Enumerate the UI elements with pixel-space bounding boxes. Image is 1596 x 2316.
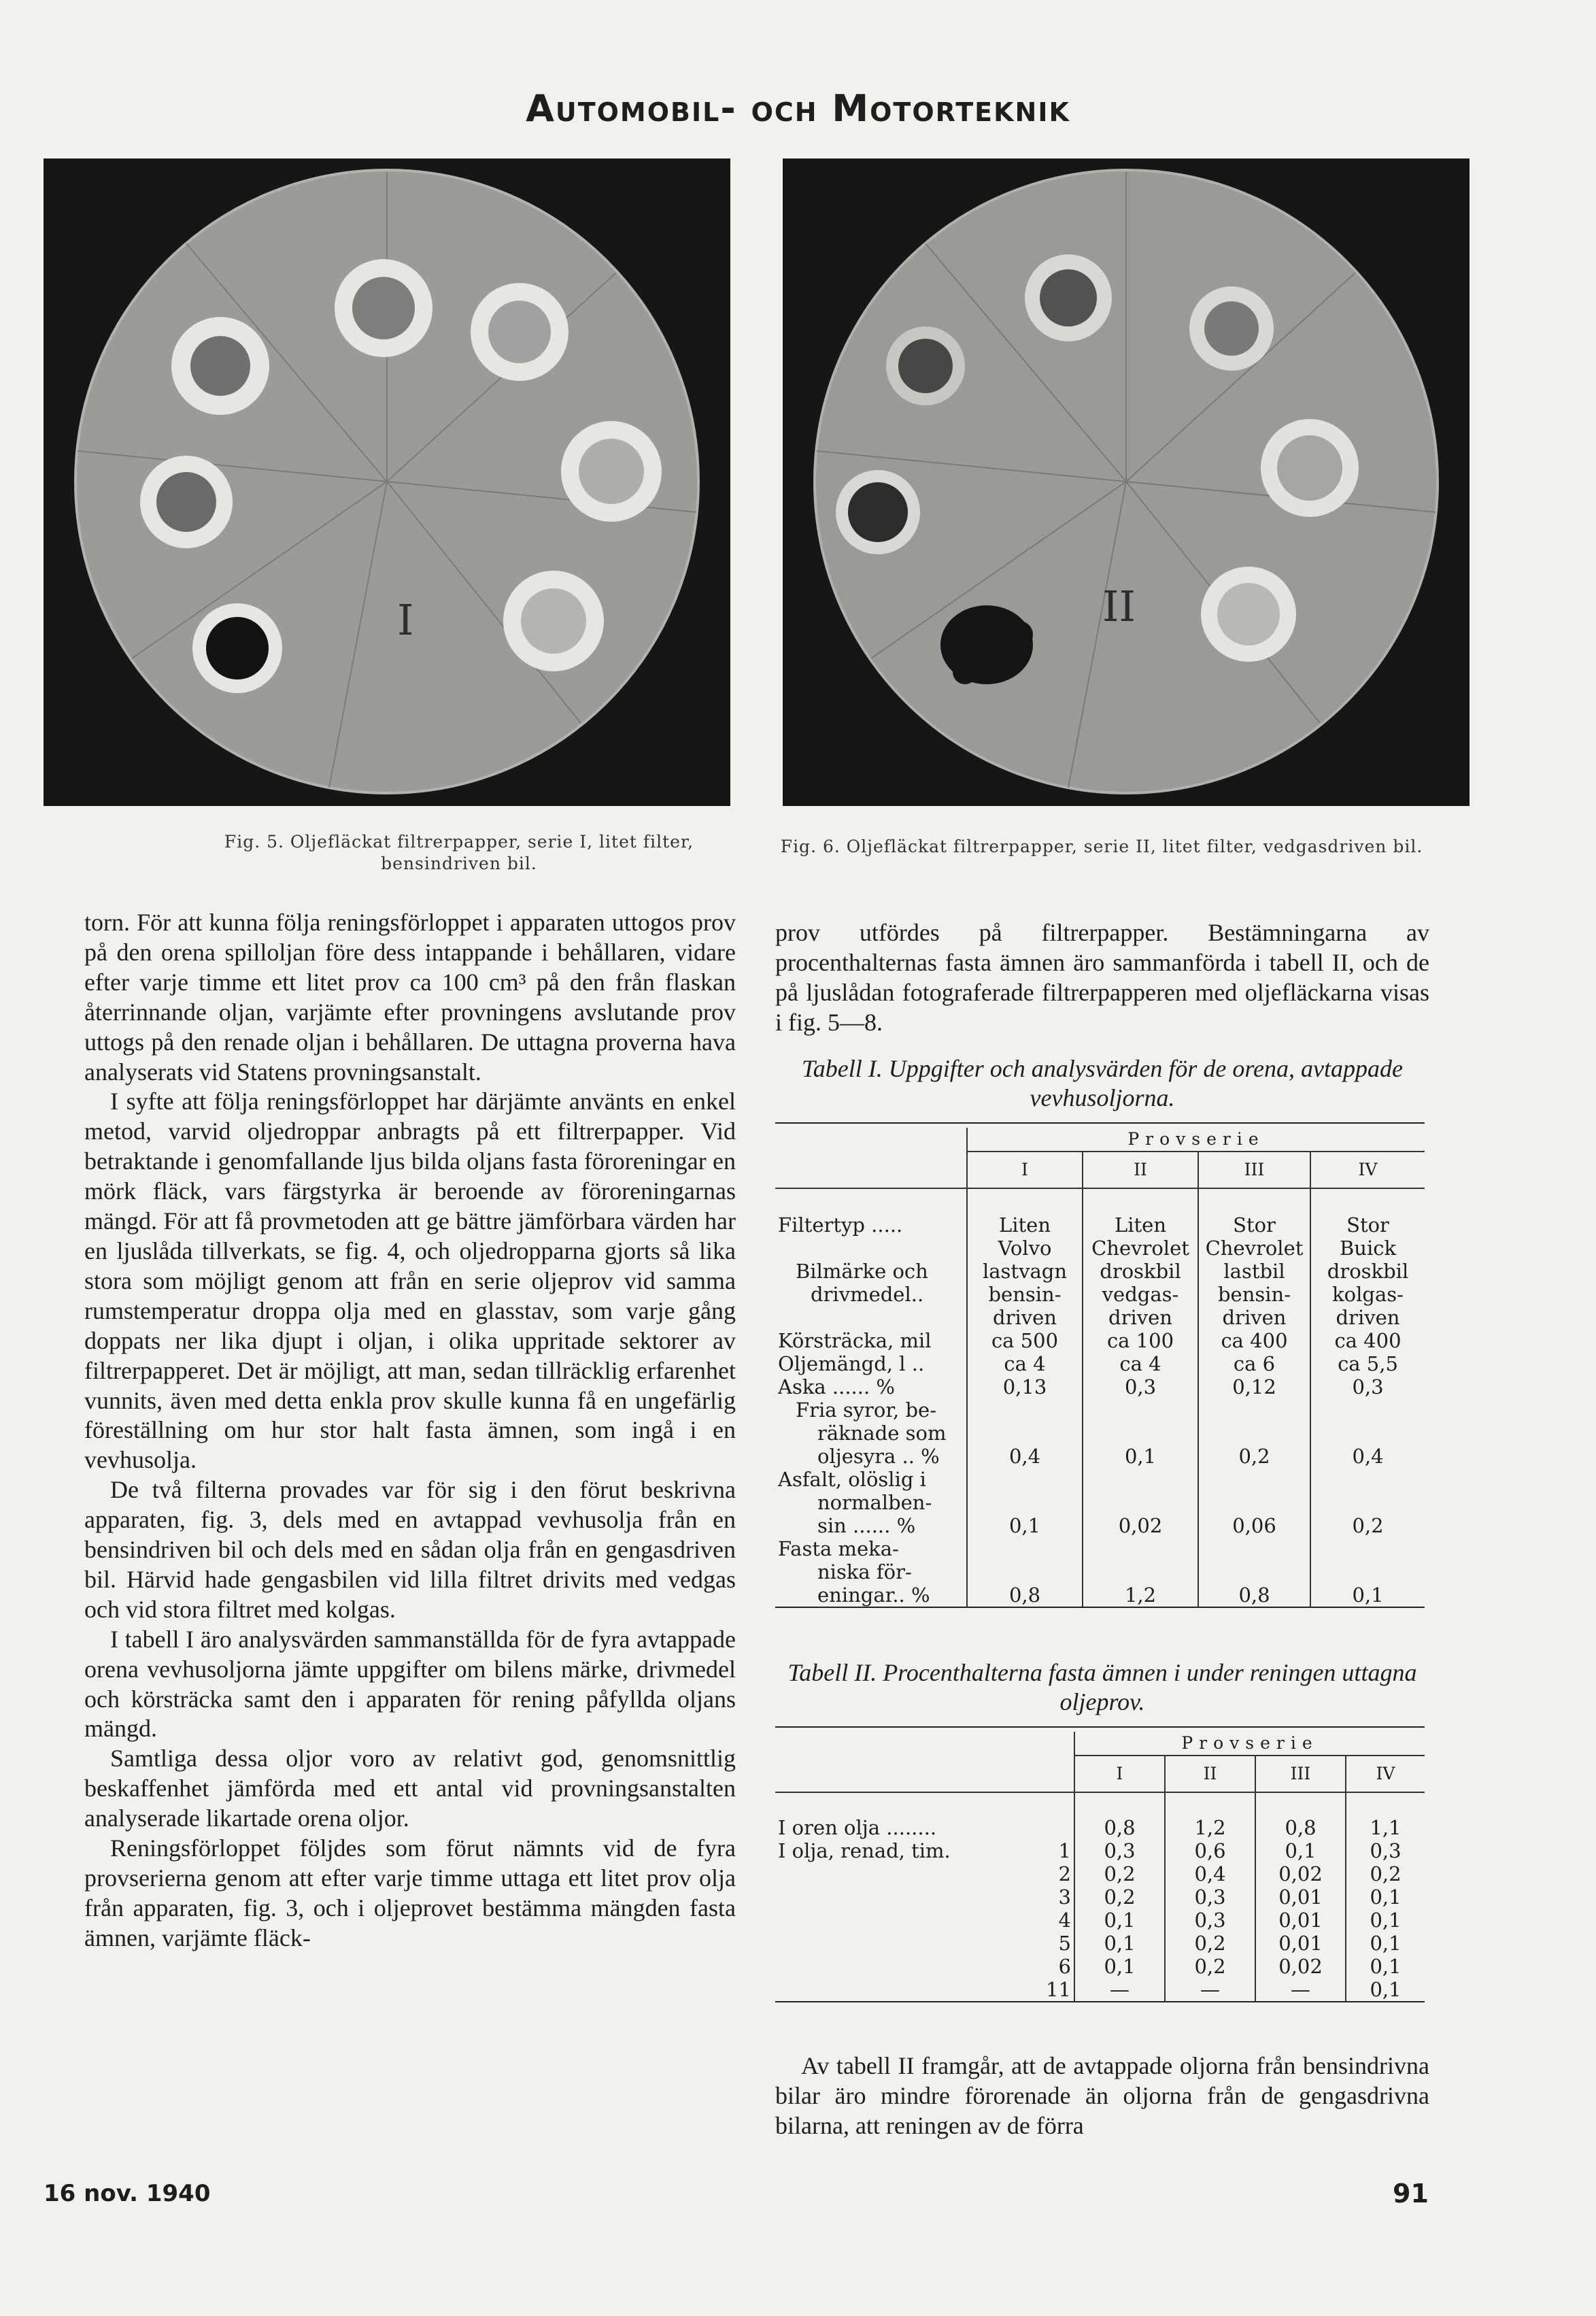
row-hour: 6 [1040, 1955, 1074, 1978]
figure-6-photo [783, 158, 1470, 806]
table-cell: Liten [967, 1213, 1083, 1237]
row-label: I olja, renad, tim. [778, 1839, 951, 1862]
table-cell: 0,2 [1165, 1955, 1255, 1978]
table-1 [775, 1122, 1425, 1608]
row-label: räknade som [775, 1422, 967, 1445]
row-hour: 4 [1040, 1909, 1074, 1932]
table-row [775, 1398, 1425, 1422]
table-row [775, 1955, 1425, 1978]
table-cell: 0,2 [1370, 1862, 1402, 1885]
table-1-group-header: Provserie [967, 1128, 1425, 1152]
table-row [775, 1468, 1425, 1491]
table-cell: Stor [1198, 1213, 1310, 1237]
table-cell: driven [1336, 1306, 1400, 1329]
row-label [775, 1978, 1040, 2001]
row-label: oljesyra .. % [775, 1445, 967, 1468]
table-cell: 0,3 [1352, 1375, 1384, 1398]
table-cell: 0,4 [1165, 1862, 1255, 1885]
table-cell: ca 400 [1198, 1329, 1310, 1352]
row-label [775, 1932, 1040, 1955]
row-hour: 2 [1040, 1862, 1074, 1885]
table-cell: 0,02 [1255, 1955, 1346, 1978]
table-cell: 0,1 [1074, 1932, 1165, 1955]
table-cell: lastbil [1198, 1260, 1310, 1283]
table-cell: 0,06 [1198, 1514, 1310, 1537]
paragraph: Reningsförloppet följdes som förut nämnts vid de fyra provserierna genom att efter varje timme uttaga ett litet prov olja från apparaten, fig. 3, och i oljeprovet bestämma mängden fasta ämnen, varjämte fläck- [84, 1834, 736, 1951]
table-cell: 0,1 [1255, 1839, 1346, 1862]
table-cell: 0,8 [1255, 1816, 1346, 1839]
row-label [775, 1862, 1040, 1885]
page-number: 91 [1393, 2179, 1429, 2209]
table-cell: 0,8 [1074, 1816, 1165, 1839]
paragraph: prov utfördes på filtrerpapper. Bestämningarna av procenthalternas fasta ämnen äro sammanförda i tabell II, och de på ljuslådan fotograferade filtrerpapperen med oljefläckarna visas i fig. 5—8. [775, 919, 1429, 1036]
table-cell: 0,8 [967, 1583, 1083, 1607]
row-label: Fasta meka- [775, 1537, 967, 1560]
footer-date: 16 nov. 1940 [44, 2180, 211, 2207]
table-cell: 0,3 [1370, 1839, 1402, 1862]
table-cell: 0,1 [1352, 1583, 1384, 1607]
row-label: normalben- [775, 1491, 967, 1514]
paragraph: De två filterna provades var för sig i den förut beskrivna apparaten, fig. 3, dels med en avtappad vevhusolja från en bensindriven bil och dels med en sådan olja från en gengasdriven bil. Härvid hade gengasbilen vid lilla filtret drivits med vedgas och vid stora filtret med kolgas. [84, 1476, 736, 1623]
table-cell: driven [1083, 1306, 1198, 1329]
table-cell: Stor [1346, 1213, 1389, 1237]
table-cell: 0,1 [1370, 1932, 1402, 1955]
table-row [775, 1583, 1425, 1607]
table-1-col-header: I [967, 1152, 1083, 1188]
table-row [775, 1862, 1425, 1885]
table-cell: 0,13 [967, 1375, 1083, 1398]
table-cell: Chevrolet [1083, 1237, 1198, 1260]
figure-6-caption: Fig. 6. Oljefläckat filtrerpapper, serie II, litet filter, vedgasdriven bil. [780, 837, 1423, 856]
table-row [775, 1537, 1425, 1560]
table-2-group-header: Provserie [1074, 1732, 1425, 1756]
row-label: I oren olja ........ [778, 1816, 937, 1839]
table-cell: 0,2 [1165, 1932, 1255, 1955]
filter-paper-i-image [44, 158, 730, 806]
table-cell: 0,01 [1255, 1909, 1346, 1932]
table-cell: 1,1 [1370, 1816, 1402, 1839]
table-cell: 0,1 [1370, 1955, 1402, 1978]
row-hour: 5 [1040, 1932, 1074, 1955]
table-row [775, 1260, 1425, 1283]
table-cell: 0,02 [1083, 1514, 1198, 1537]
table-cell: 0,1 [1370, 1885, 1402, 1909]
table-cell: 0,2 [1074, 1885, 1165, 1909]
table-cell: 0,3 [1074, 1839, 1165, 1862]
table-cell: 0,1 [1074, 1955, 1165, 1978]
table-cell: vedgas- [1083, 1283, 1198, 1306]
right-column-intro [775, 918, 1429, 1038]
table-cell: ca 6 [1198, 1352, 1310, 1375]
row-label: Bilmärke och [775, 1260, 967, 1283]
table-row [775, 1422, 1425, 1445]
row-label: Aska ...... % [775, 1375, 967, 1398]
table-2-col-header: II [1165, 1756, 1255, 1792]
table-cell: 0,01 [1255, 1932, 1346, 1955]
table-cell: droskbil [1327, 1260, 1409, 1283]
table-row [775, 1816, 1425, 1839]
table-cell: 0,1 [1370, 1909, 1402, 1932]
table-row [775, 1283, 1425, 1306]
table-cell: 1,2 [1083, 1583, 1198, 1607]
row-label: Oljemängd, l .. [775, 1352, 967, 1375]
table-cell: 0,01 [1255, 1885, 1346, 1909]
figure-5-caption: Fig. 5. Oljefläckat filtrerpapper, serie I, litet filter, bensindriven bil. [224, 832, 694, 873]
table-2-col-header: IV [1346, 1756, 1425, 1792]
table-1-caption: Tabell I. Uppgifter och analysvärden för de orena, avtappade vevhusoljorna. [802, 1055, 1403, 1111]
table-cell: droskbil [1083, 1260, 1198, 1283]
table-cell: 0,1 [1370, 1978, 1402, 2001]
table-row [775, 1491, 1425, 1514]
table-row [775, 1329, 1425, 1352]
table-cell: 0,6 [1165, 1839, 1255, 1862]
table-cell: — [1165, 1978, 1255, 2001]
table-cell: 0,12 [1198, 1375, 1310, 1398]
table-2-col-header: III [1255, 1756, 1346, 1792]
row-hour: 3 [1040, 1885, 1074, 1909]
row-label: Körsträcka, mil [775, 1329, 967, 1352]
table-2-caption: Tabell II. Procenthalterna fasta ämnen i under reningen uttagna oljeprov. [787, 1659, 1417, 1715]
table-cell: ca 400 [1334, 1329, 1402, 1352]
table-1-col-header: II [1083, 1152, 1198, 1188]
table-cell: ca 100 [1083, 1329, 1198, 1352]
table-cell: driven [1198, 1306, 1310, 1329]
table-cell: ca 4 [1083, 1352, 1198, 1375]
table-row [775, 1839, 1425, 1862]
table-cell: 0,4 [967, 1445, 1083, 1468]
table-row [775, 1237, 1425, 1260]
paragraph: torn. För att kunna följa reningsförloppet i apparaten uttogos prov på den orena spilloljan före dess intappande i behållaren, vidare efter varje timme ett litet prov ca 100 cm³ på den från flaskan återrinnande oljan, varjämte efter provningens avslutande prov uttogs på den renade oljan i behållaren. De uttagna proverna hava analyserats vid Statens provningsanstalt. [84, 909, 736, 1086]
table-cell: ca 4 [967, 1352, 1083, 1375]
table-cell: kolgas- [1332, 1283, 1404, 1306]
table-cell: lastvagn [967, 1260, 1083, 1283]
table-cell: 0,2 [1198, 1445, 1310, 1468]
table-cell: Chevrolet [1198, 1237, 1310, 1260]
row-hour [1040, 1816, 1074, 1839]
table-2-col-header: I [1074, 1756, 1165, 1792]
table-cell: 0,3 [1165, 1909, 1255, 1932]
table-cell: — [1074, 1978, 1165, 2001]
table-cell: 0,02 [1255, 1862, 1346, 1885]
table-cell: 0,1 [1074, 1909, 1165, 1932]
table-cell: 1,2 [1165, 1816, 1255, 1839]
paragraph: Samtliga dessa oljor voro av relativt god, genomsnittlig beskaffenhet jämförda med ett antal vid provningsanstalten analyserade likartade orena oljor. [84, 1745, 736, 1832]
table-row [775, 1306, 1425, 1329]
table-row [775, 1932, 1425, 1955]
table-cell: — [1255, 1978, 1346, 2001]
table-cell: 0,4 [1352, 1445, 1384, 1468]
table-1-col-header: IV [1310, 1152, 1425, 1188]
figure-5-roman-label: I [397, 595, 414, 645]
row-label: niska för- [775, 1560, 967, 1583]
left-column-text [84, 908, 736, 1953]
table-cell: ca 500 [967, 1329, 1083, 1352]
table-cell: 0,2 [1352, 1514, 1384, 1537]
paragraph: I syfte att följa reningsförloppet har därjämte använts en enkel metod, varvid oljedroppar anbragts på ett filtrerpapper. Vid betraktande i genomfallande ljus bilda oljans fasta föroreningar en mörk fläck, vars färgstyrka är beroende av föroreningarnas mängd. För att få provmetoden att ge bättre jämförbara värden har en ljuslåda tillverkats, se fig. 4, och oljedropparna gjorts så lika stora som möjligt genom att från en serie oljeprov vid samma rumstemperatur droppa olja med en glasstav, som varje gång doppats ner lika djupt i oljan, i olika uppritade sektorer av filtrerpapperet. Det är möjligt, att man, sedan tillräcklig erfarenhet vunnits, även med detta enkla prov skulle kunna få en ungefärlig föreställning om hur stor halt fasta ämnen, som ingå i en vevhusolja. [84, 1088, 736, 1474]
row-label: eningar.. % [775, 1583, 967, 1607]
table-row [775, 1978, 1425, 2001]
figure-5-photo [44, 158, 730, 806]
table-cell: 0,1 [967, 1514, 1083, 1537]
table-row [775, 1909, 1425, 1932]
table-1-col-header: III [1198, 1152, 1310, 1188]
table-cell: Volvo [967, 1237, 1083, 1260]
row-label [775, 1909, 1040, 1932]
table-row [775, 1213, 1425, 1237]
filter-paper-ii-image [783, 158, 1470, 806]
row-label: Filtertyp ..... [775, 1213, 967, 1237]
table-row [775, 1885, 1425, 1909]
table-cell: Liten [1083, 1213, 1198, 1237]
paragraph: Av tabell II framgår, att de avtappade oljorna från bensindrivna bilar äro mindre förorenade än oljorna från de gengasdrivna bilarna, att reningen av de förra [775, 2052, 1429, 2139]
table-cell: driven [967, 1306, 1083, 1329]
table-cell: Buick [1339, 1237, 1397, 1260]
row-label: Asfalt, olöslig i [775, 1468, 967, 1491]
table-2 [775, 1726, 1425, 2002]
table-row [775, 1445, 1425, 1468]
table-cell: ca 5,5 [1338, 1352, 1398, 1375]
table-cell: bensin- [1198, 1283, 1310, 1306]
right-column-outro [775, 2051, 1429, 2141]
table-row [775, 1560, 1425, 1583]
row-hour: 11 [1040, 1978, 1074, 2001]
row-label: Fria syror, be- [775, 1398, 967, 1422]
figure-6-roman-label: II [1102, 582, 1136, 631]
table-row [775, 1375, 1425, 1398]
table-cell: 0,3 [1083, 1375, 1198, 1398]
row-label: drivmedel.. [775, 1283, 967, 1306]
paragraph: I tabell I äro analysvärden sammanställda för de fyra avtappade orena vevhusoljorna jämte uppgifter om bilens märke, drivmedel och körsträcka samt den i apparaten för rening påfyllda oljans mängd. [84, 1625, 736, 1743]
table-row [775, 1352, 1425, 1375]
masthead: Automobil- och Motorteknik [526, 87, 1070, 130]
row-label: sin ...... % [775, 1514, 967, 1537]
table-cell: 0,8 [1198, 1583, 1310, 1607]
table-cell: 0,2 [1074, 1862, 1165, 1885]
row-label [775, 1955, 1040, 1978]
row-label [775, 1885, 1040, 1909]
table-cell: 0,1 [1083, 1445, 1198, 1468]
row-hour: 1 [1040, 1839, 1074, 1862]
table-cell: 0,3 [1165, 1885, 1255, 1909]
table-cell: bensin- [967, 1283, 1083, 1306]
table-row [775, 1514, 1425, 1537]
